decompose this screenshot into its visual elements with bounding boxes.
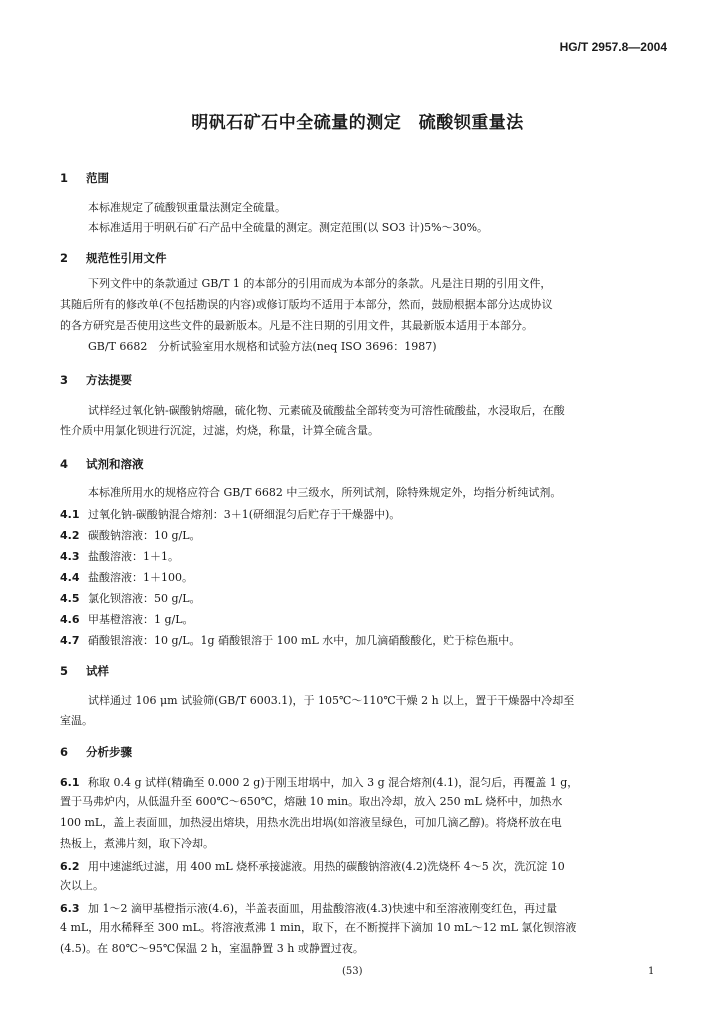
section-heading-2 xyxy=(60,250,167,266)
item-text: 硝酸银溶液：10 g/L。1g 硝酸银溶于 100 mL 水中，加几滴硝酸酸化，贮于棕色瓶中。 xyxy=(88,634,521,647)
section-heading-5 xyxy=(60,663,109,679)
section-heading-3 xyxy=(60,372,132,388)
item-number: 4.1 xyxy=(60,508,80,521)
scope-paragraph-2: 本标准适用于明矾石矿石产品中全硫量的测定。测定范围(以 SO3 计)5%～30%。 xyxy=(88,221,489,234)
procedure-step-6-1 xyxy=(60,774,578,790)
reagent-item xyxy=(60,527,201,543)
document-title: 明矾石矿石中全硫量的测定 硫酸钡重量法 xyxy=(191,113,524,133)
section-number: 5 xyxy=(60,664,69,678)
reagent-item xyxy=(60,548,179,564)
scope-paragraph-1: 本标准规定了硫酸钡重量法测定全硫量。 xyxy=(88,201,286,214)
item-number: 4.5 xyxy=(60,592,80,605)
section-title: 方法提要 xyxy=(86,373,132,387)
item-text: 盐酸溶液：1＋1。 xyxy=(88,550,179,563)
item-number: 4.6 xyxy=(60,613,80,626)
step-number: 6.2 xyxy=(60,860,80,873)
page-code: (53) xyxy=(342,966,363,977)
reagents-intro: 本标准所用水的规格应符合 GB/T 6682 中三级水，所列试剂，除特殊规定外，均指分析纯试剂。 xyxy=(88,486,562,499)
section-number: 4 xyxy=(60,457,69,471)
sample-line-2: 室温。 xyxy=(60,714,93,727)
procedure-6-3-line-3: (4.5)。在 80℃～95℃保温 2 h，室温静置 3 h 或静置过夜。 xyxy=(60,942,364,955)
item-number: 4.4 xyxy=(60,571,80,584)
item-text: 甲基橙溶液：1 g/L。 xyxy=(88,613,194,626)
section-heading-4 xyxy=(60,456,144,472)
procedure-step-6-2 xyxy=(60,858,565,874)
item-number: 4.3 xyxy=(60,550,80,563)
procedure-6-1-line-3: 100 mL，盖上表面皿，加热浸出熔块，用热水洗出坩埚(如溶液呈绿色，可加几滴乙醇)。将烧杯放在电 xyxy=(60,816,562,829)
item-text: 盐酸溶液：1＋100。 xyxy=(88,571,193,584)
section-number: 2 xyxy=(60,251,69,265)
step-text: 用中速滤纸过滤，用 400 mL 烧杯承接滤液。用热的碳酸钠溶液(4.2)洗烧杯 4～5 次，洗沉淀 10 xyxy=(88,860,565,873)
reagent-item xyxy=(60,611,194,627)
step-text: 加 1～2 滴甲基橙指示液(4.6)，半盖表面皿，用盐酸溶液(4.3)快速中和至溶液刚变红色，再过量 xyxy=(88,902,558,915)
references-line-3: 的各方研究是否使用这些文件的最新版本。凡是不注日期的引用文件，其最新版本适用于本部分。 xyxy=(60,319,533,332)
section-title: 规范性引用文件 xyxy=(86,251,167,265)
procedure-6-3-line-2: 4 mL，用水稀释至 300 mL。将溶液煮沸 1 min，取下，在不断搅拌下滴加 10 mL～12 mL 氯化钡溶液 xyxy=(60,921,577,934)
reagent-item xyxy=(60,569,193,585)
standard-number: HG/T 2957.8—2004 xyxy=(559,40,667,54)
item-number: 4.7 xyxy=(60,634,80,647)
reagent-item xyxy=(60,590,201,606)
step-number: 6.1 xyxy=(60,776,80,789)
item-text: 碳酸钠溶液：10 g/L。 xyxy=(88,529,201,542)
section-number: 6 xyxy=(60,745,69,759)
references-line-1: 下列文件中的条款通过 GB/T 1 的本部分的引用而成为本部分的条款。凡是注日期的引用文件， xyxy=(88,277,552,290)
section-heading-1 xyxy=(60,170,109,186)
section-heading-6 xyxy=(60,744,132,760)
sample-line-1: 试样通过 106 μm 试验筛(GB/T 6003.1)，于 105℃～110℃干燥 2 h 以上，置于干燥器中冷却至 xyxy=(88,694,575,707)
page-number: 1 xyxy=(648,966,655,977)
principle-line-1: 试样经过氧化钠-碳酸钠熔融，硫化物、元素硫及硫酸盐全部转变为可溶性硫酸盐，水浸取后，在酸 xyxy=(88,404,565,417)
references-line-2: 其随后所有的修改单(不包括勘误的内容)或修订版均不适用于本部分，然而，鼓励根据本部分达成协议 xyxy=(60,298,553,311)
item-number: 4.2 xyxy=(60,529,80,542)
section-number: 3 xyxy=(60,373,69,387)
section-title: 范围 xyxy=(86,171,109,185)
section-title: 试样 xyxy=(86,664,109,678)
section-title: 试剂和溶液 xyxy=(86,457,144,471)
procedure-6-2-line-2: 次以上。 xyxy=(60,879,104,892)
section-title: 分析步骤 xyxy=(86,745,132,759)
step-number: 6.3 xyxy=(60,902,80,915)
procedure-6-1-line-2: 置于马弗炉内，从低温升至 600℃～650℃，熔融 10 min。取出冷却，放入 250 mL 烧杯中，加热水 xyxy=(60,795,563,808)
item-text: 氯化钡溶液：50 g/L。 xyxy=(88,592,201,605)
step-text: 称取 0.4 g 试样(精确至 0.000 2 g)于刚玉坩埚中，加入 3 g 混合熔剂(4.1)，混匀后，再覆盖 1 g， xyxy=(88,776,579,789)
procedure-6-1-line-4: 热板上，煮沸片刻，取下冷却。 xyxy=(60,837,214,850)
procedure-step-6-3 xyxy=(60,900,557,916)
references-line-4: GB/T 6682 分析试验室用水规格和试验方法(neq ISO 3696：1987) xyxy=(88,340,437,353)
reagent-item xyxy=(60,506,400,522)
section-number: 1 xyxy=(60,171,69,185)
item-text: 过氧化钠-碳酸钠混合熔剂：3＋1(研细混匀后贮存于干燥器中)。 xyxy=(88,508,401,521)
principle-line-2: 性介质中用氯化钡进行沉淀，过滤，灼烧，称量，计算全硫含量。 xyxy=(60,424,379,437)
reagent-item xyxy=(60,632,520,648)
